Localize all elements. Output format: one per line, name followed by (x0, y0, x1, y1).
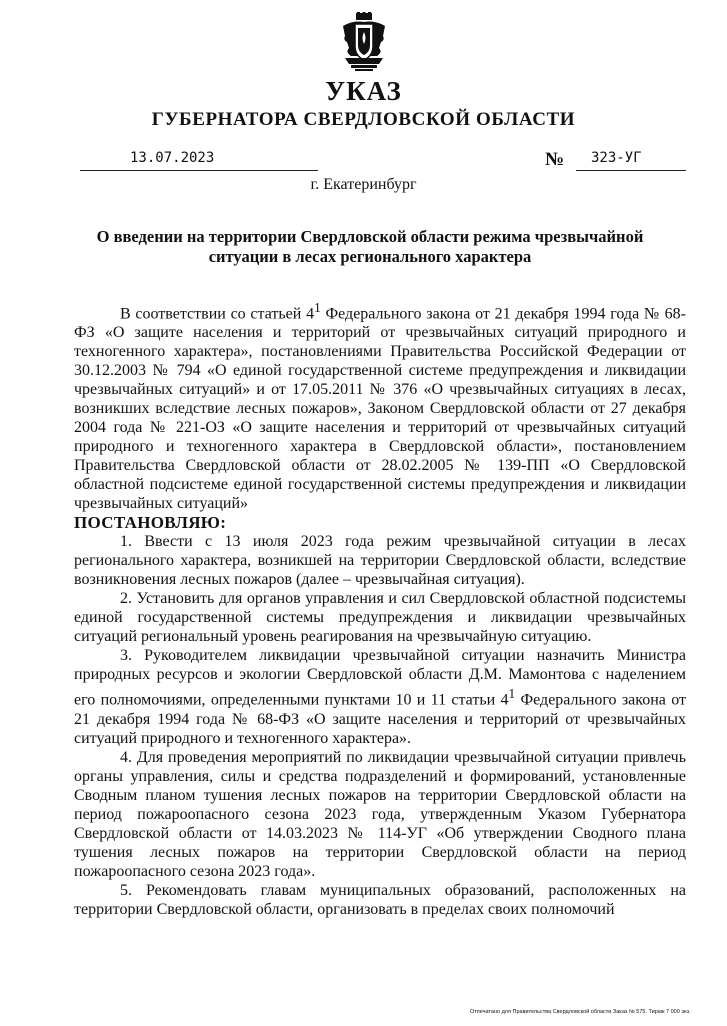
print-note: Отпечатано для Правительства Свердловской области Заказ № 575. Тираж 7 000 экз. (470, 1009, 691, 1015)
date-underline (80, 170, 318, 171)
paragraph-4: 4. Для проведения мероприятий по ликвидации чрезвычайной ситуации привлечь органы управления, силы и средства подразделений и формирований, установленные Сводным планом тушения лесных пожаров на территории Свердловской области на период пожароопасного сезона 2023 года, утвержденным Указом Губернатора Свердловской области от 14.03.2023 № 114-УГ «Об утверждении Сводного плана тушения лесных пожаров на территории Свердловской области на период пожароопасного сезона 2023 года». (74, 748, 686, 880)
decree-date: 13.07.2023 (130, 150, 215, 166)
sverdlovsk-coat-of-arms-icon (341, 12, 387, 72)
paragraph-1: 1. Ввести с 13 июля 2023 года режим чрезвычайной ситуации в лесах регионального характера, возникшей на территории Свердловской области, вследствие возникновения лесных пожаров (далее – чрезвычайная ситуация). (74, 533, 686, 589)
paragraph-3 (74, 646, 686, 747)
decree-subject (70, 227, 670, 267)
document-title: УКАЗ (325, 76, 402, 106)
preamble-start: В соответствии со статьей 4 (120, 305, 315, 323)
paragraph-3-superscript: 1 (508, 686, 516, 702)
decree-body (74, 298, 686, 919)
decree-number: 323-УГ (591, 150, 642, 166)
number-underline (576, 170, 686, 171)
paragraph-5: 5. Рекомендовать главам муниципальных образований, расположенных на территории Свердловской области, организовать в пределах своих полномочий (74, 881, 686, 918)
preamble-paragraph (74, 298, 686, 513)
subject-line-1: О введении на территории Свердловской области режима чрезвычайной (96, 227, 644, 246)
subject-line-2: ситуации в лесах регионального характера (208, 247, 532, 266)
paragraph-3-rest: Федерального закона от 21 декабря 1994 года № 68-ФЗ «О защите населения и территорий от чрезвычайных ситуаций природного и техногенного характера». (74, 691, 686, 747)
document-subtitle: ГУБЕРНАТОРА СВЕРДЛОВСКОЙ ОБЛАСТИ (151, 109, 576, 130)
paragraph-3-start: 3. Руководителем ликвидации чрезвычайной ситуации назначить Министра природных ресурсов и экологии Свердловской области Д.М. Мамонтова с наделением его полномочиями, определенными пунктами 10 и 11 статьи 4 (74, 647, 686, 709)
preamble-superscript: 1 (314, 300, 321, 315)
paragraph-2: 2. Установить для органов управления и сил Свердловской областной подсистемы единой государственной системы предупреждения и ликвидации чрезвычайных ситуаций региональный уровень реагирования на чрезвычайную ситуацию. (74, 590, 686, 646)
preamble-rest: Федерального закона от 21 декабря 1994 года № 68-ФЗ «О защите населения и территорий от чрезвычайных ситуаций природного и техногенного характера», постановлениями Правительства Российской Федерации от 30.12.2003 № 794 «О единой государственной системе предупреждения и ликвидации чрезвычайных ситуаций» и от 17.05.2011 № 376 «О чрезвычайных ситуациях в лесах, возникших вследствие лесных пожаров», Законом Свердловской области от 27 декабря 2004 года № 221-ОЗ «О защите населения и территорий от чрезвычайных ситуаций природного и техногенного характера в Свердловской области», постановлением Правительства Свердловской области от 28.02.2005 № 139-ПП «О Свердловской областной подсистеме единой государственной системы предупреждения и ликвидации чрезвычайных ситуаций» (74, 305, 687, 513)
number-sign: № (545, 149, 565, 170)
city-name: г. Екатеринбург (310, 176, 417, 193)
decree-keyword: ПОСТАНОВЛЯЮ: (74, 513, 227, 533)
